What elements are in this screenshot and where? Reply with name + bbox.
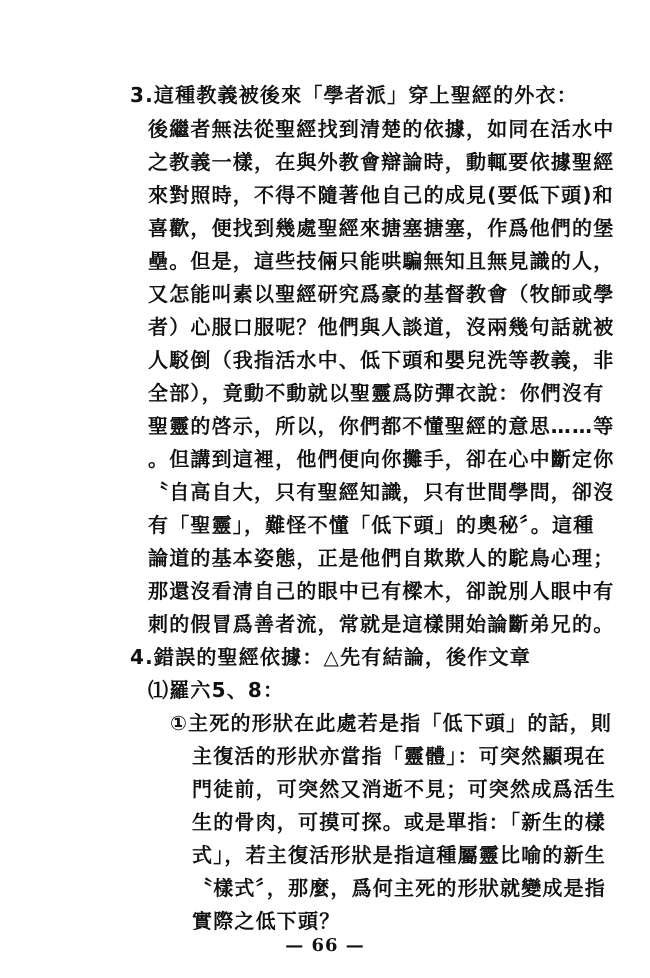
paragraph-line: 後繼者無法從聖經找到清楚的依據，如同在活水中 xyxy=(148,117,615,141)
list-item-line: 實際之低下頭？ xyxy=(192,909,341,933)
paragraph-line: 壘。但是，這些技倆只能哄騙無知且無見識的人， xyxy=(148,249,615,273)
paragraph-line: 那還沒看清自己的眼中已有樑木，卻說別人眼中有 xyxy=(148,579,615,603)
paragraph-line: 又怎能叫素以聖經研究爲豪的基督教會（牧師或學 xyxy=(148,282,615,306)
paragraph-line: 有「聖靈」，難怪不懂「低下頭」的奧秘〞。這種 xyxy=(148,513,595,537)
paragraph-line: 。但講到這裡，他們便向你攤手，卻在心中斷定你 xyxy=(148,447,615,471)
list-item-line: 主復活的形狀亦當指「靈體」：可突然顯現在 xyxy=(192,744,606,768)
list-item-line: 〝樣式〞，那麼，爲何主死的形狀就變成是指 xyxy=(192,876,606,900)
subheading: ⑴羅六5、8： xyxy=(148,678,285,702)
paragraph-line: 聖靈的啓示，所以，你們都不懂聖經的意思……等 xyxy=(148,414,615,438)
paragraph-line: 人駁倒（我指活水中、低下頭和嬰兒洗等教義，非 xyxy=(148,348,615,372)
heading-3: 3.這種教義被後來「學者派」穿上聖經的外衣： xyxy=(130,83,578,107)
list-item-line: 門徒前，可突然又消逝不見；可突然成爲活生 xyxy=(192,777,616,801)
paragraph-line: 喜歡，便找到幾處聖經來搪塞搪塞，作爲他們的堡 xyxy=(148,216,615,240)
paragraph-line: 來對照時，不得不隨著他自己的成見(要低下頭)和 xyxy=(148,183,614,207)
paragraph-line: 之教義一樣，在與外教會辯論時，動輒要依據聖經 xyxy=(148,150,615,174)
page-number: — 66 — xyxy=(285,935,365,956)
paragraph-line: 全部），竟動不動就以聖靈爲防彈衣說：你們沒有 xyxy=(148,381,605,405)
list-item-line: 生的骨肉，可摸可探。或是單指：「新生的樣 xyxy=(192,810,606,834)
paragraph-line: 者）心服口服呢？他們與人談道，沒兩幾句話就被 xyxy=(148,315,615,339)
list-item-line: 式」，若主復活形狀是指這種屬靈比喻的新生 xyxy=(192,843,606,867)
list-item-line: ①主死的形狀在此處若是指「低下頭」的話，則 xyxy=(170,711,613,735)
heading-4: 4.錯誤的聖經依據：△先有結論，後作文章 xyxy=(130,645,531,669)
paragraph-line: 〝自高自大，只有聖經知識，只有世間學問，卻沒 xyxy=(148,480,615,504)
paragraph-line: 論道的基本姿態，正是他們自欺欺人的駝鳥心理； xyxy=(148,546,615,570)
paragraph-line: 刺的假冒爲善者流，常就是這樣開始論斷弟兄的。 xyxy=(148,612,615,636)
